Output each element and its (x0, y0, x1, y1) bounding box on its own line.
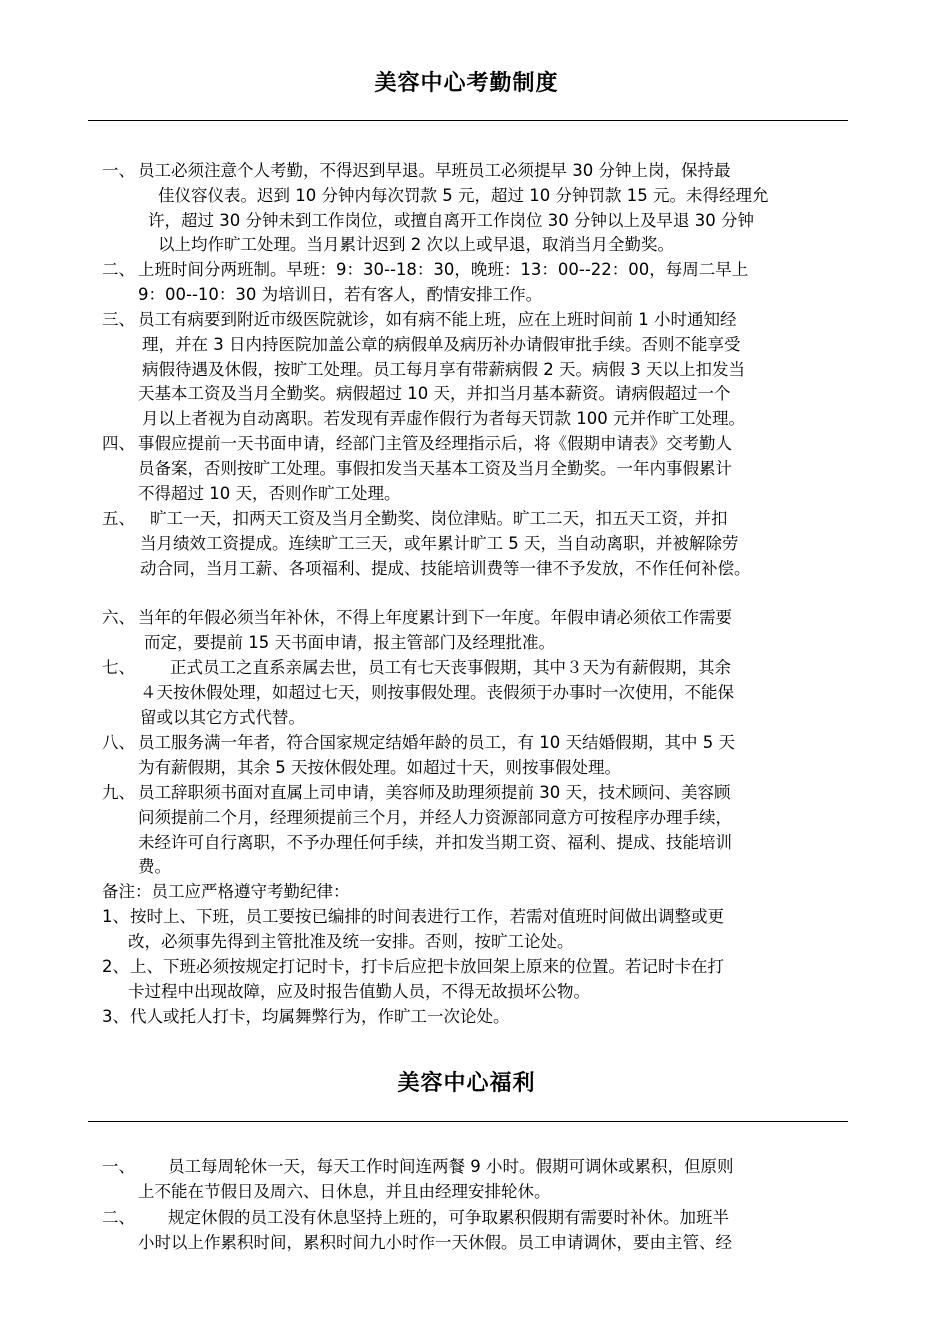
item-line: 代人或托人打卡，均属舞弊行为，作旷工一次论处。 (130, 1007, 510, 1026)
item-line: 动合同，当月工薪、各项福利、提成、技能培训费等一律不予发放，不作任何补偿。 (140, 558, 751, 578)
item-line: 员工服务满一年者，符合国家规定结婚年龄的员工，有 10 天结婚假期，其中 5 天 (138, 733, 735, 752)
item-number: 四、 (102, 434, 135, 453)
item-number: 七、 (102, 658, 135, 677)
item-line: 旷工一天，扣两天工资及当月全勤奖、岗位津贴。旷工二天，扣五天工资，并扣 (150, 509, 728, 528)
item-number: 3、 (102, 1007, 129, 1026)
item-line: 佳仪容仪表。迟到 10 分钟内每次罚款 5 元，超过 10 分钟罚款 15 元。未得经理允 (158, 185, 769, 205)
item-line: 不得超过 10 天，否则作旷工处理。 (138, 483, 401, 503)
welfare-title: 美容中心福利 (397, 1071, 536, 1096)
item-line: 病假待遇及休假，按旷工处理。员工每月享有带薪病假 2 天。病假 3 天以上扣发当 (142, 359, 745, 379)
item-line: 为有薪假期，其余 5 天按休假处理。如超过十天，则按事假处理。 (138, 757, 621, 777)
item-number: 2、 (102, 957, 129, 976)
item-line: 小时以上作累积时间，累积时间九小时作一天休假。员工申请调休，要由主管、经 (138, 1232, 732, 1252)
item-number: 五、 (102, 509, 135, 528)
item-number: 一、 (102, 1157, 135, 1176)
item-number: 九、 (102, 783, 135, 802)
item-number: 二、 (102, 1208, 135, 1227)
item-line: 按时上、下班，员工要按已编排的时间表进行工作，若需对值班时间做出调整或更 (130, 907, 724, 926)
item-line: 当年的年假必须当年补休，不得上年度累计到下一年度。年假申请必须依工作需要 (138, 608, 732, 627)
item-number: 二、 (102, 260, 135, 279)
item-number: 三、 (102, 310, 135, 329)
item-line: 规定休假的员工没有休息坚持上班的，可争取累积假期有需要时补休。加班半 (168, 1208, 729, 1227)
item-line: 理，并在 3 日内持医院加盖公章的病假单及病历补办请假审批手续。否则不能享受 (142, 334, 741, 354)
item-line: 以上均作旷工处理。当月累计迟到 2 次以上或早退，取消当月全勤奖。 (158, 235, 674, 255)
item-line: 卡过程中出现故障，应及时报告值勤人员，不得无故损坏公物。 (128, 981, 590, 1001)
item-line: 员工有病要到附近市级医院就诊，如有病不能上班，应在上班时间前 1 小时通知经 (138, 310, 737, 329)
item-line: 事假应提前一天书面申请，经部门主管及经理指示后，将《假期申请表》交考勤人 (138, 434, 732, 453)
item-line: 员工辞职须书面对直属上司申请，美容师及助理须提前 30 天，技术顾问、美容顾 (138, 783, 731, 802)
item-line: 当月绩效工资提成。连续旷工三天，或年累计旷工 5 天，当自动离职，并被解除劳 (140, 533, 739, 553)
item-line: 问须提前二个月，经理须提前三个月，并经人力资源部同意方可按程序办理手续， (138, 807, 732, 827)
item-line: 许，超过 30 分钟未到工作岗位，或擅自离开工作岗位 30 分钟以上及早退 30 分钟 (148, 210, 754, 230)
item-line: ４天按休假处理，如超过七天，则按事假处理。丧假须于办事时一次使用，不能保 (140, 682, 734, 702)
item-line: 上不能在节假日及周六、日休息，并且由经理安排轮休。 (138, 1181, 551, 1201)
item-line: 上、下班必须按规定打记时卡，打卡后应把卡放回架上原来的位置。若记时卡在打 (130, 957, 724, 976)
item-number: 一、 (102, 161, 135, 180)
item-number: 1、 (102, 907, 129, 926)
item-line: 月以上者视为自动离职。若发现有弄虚作假行为者每天罚款 100 元并作旷工处理。 (142, 409, 745, 429)
title-divider (88, 1121, 848, 1122)
item-line: 员备案，否则按旷工处理。事假扣发当天基本工资及当月全勤奖。一年内事假累计 (138, 458, 732, 478)
item-line: 9：00--10：30 为培训日，若有客人，酌情安排工作。 (138, 284, 543, 304)
item-number: 八、 (102, 733, 135, 752)
item-line: 未经许可自行离职，不予办理任何手续，并扣发当期工资、福利、提成、技能培训 (138, 832, 732, 852)
item-line: 而定，要提前 15 天书面申请，报主管部门及经理批准。 (144, 632, 555, 652)
item-line: 改，必须事先得到主管批准及统一安排。否则，按旷工论处。 (128, 931, 574, 951)
item-line: 费。 (138, 857, 171, 877)
item-line: 留或以其它方式代替。 (140, 707, 305, 727)
title-divider (88, 120, 848, 121)
item-line: 员工必须注意个人考勤，不得迟到早退。早班员工必须提早 30 分钟上岗，保持最 (138, 161, 731, 180)
item-number: 六、 (102, 608, 135, 627)
item-line: 正式员工之直系亲属去世，员工有七天丧事假期，其中３天为有薪假期，其余 (170, 658, 731, 677)
item-line: 天基本工资及当月全勤奖。病假超过 10 天，并扣当月基本薪资。请病假超过一个 (138, 384, 731, 404)
attendance-title: 美容中心考勤制度 (374, 71, 559, 96)
item-line: 上班时间分两班制。早班：9：30--18：30，晚班：13：00--22：00，每周二早上 (138, 260, 749, 279)
item-line: 员工每周轮休一天，每天工作时间连两餐 9 小时。假期可调休或累积，但原则 (168, 1157, 734, 1176)
remarks-label: 备注：员工应严格遵守考勤纪律： (102, 882, 350, 901)
